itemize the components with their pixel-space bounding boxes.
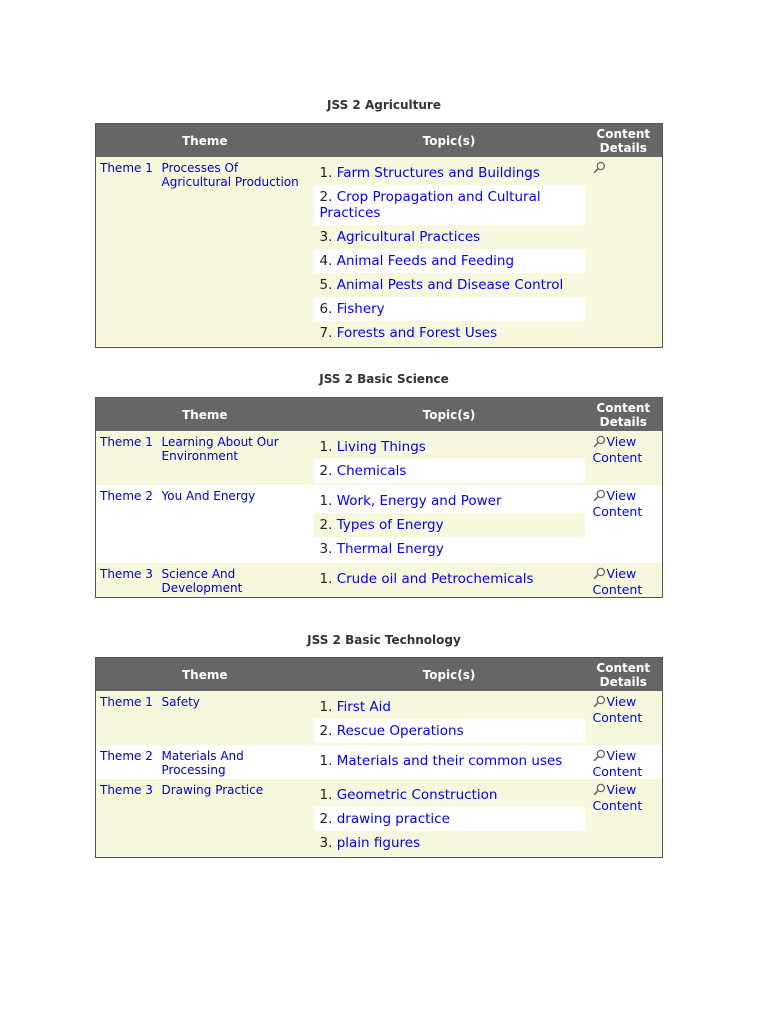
theme-row [96,157,663,348]
topic-number: 1. [319,699,333,715]
topics-cell [314,563,585,598]
topic-item [314,719,585,743]
topic-link[interactable]: First Aid [336,699,391,715]
view-content-label[interactable]: Content [592,582,643,597]
topic-number: 3. [319,229,333,245]
topic-link[interactable]: Geometric Construction [336,787,498,803]
topic-number: 1. [319,493,333,509]
content-details-header-line: Details [599,674,647,689]
theme-number-link[interactable]: Theme 2 [100,749,153,763]
theme-row [96,691,663,745]
topics-cell [314,157,585,348]
view-content-label[interactable]: View [606,434,637,449]
topic-link[interactable]: Crude oil and Petrochemicals [336,571,534,587]
agriculture-table [95,123,663,348]
topic-link[interactable]: Work, Energy and Power [336,493,502,509]
topic-link[interactable]: Animal Feeds and Feeding [336,253,515,269]
view-content-label[interactable]: Content [592,764,643,779]
topic-number: 1. [319,787,333,803]
view-content-label[interactable]: Content [592,504,643,519]
view-content-link[interactable] [585,485,663,563]
topic-number: 1. [319,439,333,455]
topic-item [314,297,585,321]
view-content-label[interactable]: View [606,566,637,581]
theme-row [96,431,663,485]
topic-item [314,489,585,513]
view-content-link[interactable] [585,745,663,779]
content-details-header-line: Content [596,126,651,141]
topic-item [314,537,585,561]
topic-item [314,273,585,297]
content-details-header [585,124,663,158]
theme-number-link[interactable]: Theme 3 [100,783,153,797]
magnifier-icon[interactable] [593,783,606,799]
topic-item [314,749,585,773]
topics-cell [314,431,585,485]
topic-number: 2. [319,723,333,739]
view-content-link[interactable] [585,691,663,745]
topic-link[interactable]: plain figures [336,835,421,851]
topic-link[interactable]: Fishery [336,301,385,317]
topic-link[interactable]: drawing practice [336,811,450,827]
view-content-label[interactable]: View [606,748,637,763]
section-title-agriculture: JSS 2 Agriculture [327,98,441,112]
view-content-label[interactable]: Content [592,798,643,813]
topic-item [314,695,585,719]
topic-item [314,459,585,483]
topic-item [314,225,585,249]
topic-number: 1. [319,165,333,181]
topics-header: Topic(s) [314,124,585,158]
topic-item [314,161,585,185]
view-content-link[interactable] [585,157,663,348]
view-content-link[interactable] [585,779,663,858]
topic-link[interactable]: Crop Propagation and Cultural Practices [319,189,541,221]
theme-name-link[interactable]: Safety [161,695,200,709]
topic-link[interactable]: Agricultural Practices [336,229,481,245]
basic-science-table [95,397,663,598]
topic-item [314,807,585,831]
topic-item [314,513,585,537]
topic-number: 5. [319,277,333,293]
topics-header: Topic(s) [314,658,585,692]
theme-name-link[interactable]: Science And Development [161,567,243,595]
theme-row [96,563,663,598]
topics-cell [314,745,585,779]
magnifier-icon[interactable] [593,749,606,765]
topic-number: 1. [319,571,333,587]
basic-technology-table [95,657,663,858]
topic-link[interactable]: Chemicals [336,463,407,479]
topic-number: 2. [319,189,333,205]
theme-number-link[interactable]: Theme 1 [100,695,153,709]
theme-row [96,485,663,563]
topic-number: 3. [319,835,333,851]
topic-number: 6. [319,301,333,317]
theme-number-link[interactable]: Theme 2 [100,489,153,503]
theme-row [96,779,663,858]
content-details-header-line: Content [596,400,651,415]
view-content-label[interactable]: Content [592,450,643,465]
theme-row [96,745,663,779]
topic-link[interactable]: Types of Energy [336,517,444,533]
topic-number: 2. [319,811,333,827]
theme-name-link[interactable]: Drawing Practice [161,783,264,797]
topic-item [314,185,585,225]
topic-number: 3. [319,541,333,557]
section-title-basic-technology: JSS 2 Basic Technology [307,633,461,647]
magnifier-icon[interactable] [593,567,606,583]
topic-number: 2. [319,463,333,479]
topics-cell [314,485,585,563]
content-details-header-line: Details [599,414,647,429]
magnifier-icon[interactable] [593,489,606,505]
topic-link[interactable]: Thermal Energy [336,541,444,557]
topic-link[interactable]: Farm Structures and Buildings [336,165,540,181]
magnifier-icon[interactable] [593,161,606,177]
topic-link[interactable]: Living Things [336,439,426,455]
theme-number-link[interactable]: Theme 1 [100,161,153,175]
theme-header: Theme [96,658,314,692]
topic-item [314,249,585,273]
view-content-label[interactable]: View [606,488,637,503]
content-details-header [585,398,663,432]
view-content-link[interactable] [585,431,663,485]
content-details-header-line: Content [596,660,651,675]
topic-link[interactable]: Forests and Forest Uses [336,325,498,341]
topics-cell [314,691,585,745]
view-content-link[interactable] [585,563,663,598]
topics-header: Topic(s) [314,398,585,432]
topic-number: 7. [319,325,333,341]
theme-number-link[interactable]: Theme 1 [100,435,153,449]
section-title-basic-science: JSS 2 Basic Science [319,372,449,386]
topic-item [314,435,585,459]
magnifier-icon[interactable] [593,435,606,451]
topic-link[interactable]: Animal Pests and Disease Control [336,277,564,293]
topic-item [314,567,585,591]
view-content-label[interactable]: Content [592,710,643,725]
theme-header: Theme [96,398,314,432]
topic-number: 1. [319,753,333,769]
topics-cell [314,779,585,858]
topic-number: 4. [319,253,333,269]
topic-item [314,831,585,855]
theme-number-link[interactable]: Theme 3 [100,567,153,581]
theme-name-link[interactable]: Processes Of Agricultural Production [161,161,299,189]
content-details-header-line: Details [599,140,647,155]
theme-name-link[interactable]: You And Energy [161,489,256,503]
topic-link[interactable]: Materials and their common uses [336,753,563,769]
view-content-label[interactable]: View [606,694,637,709]
theme-name-link[interactable]: Materials And Processing [161,749,244,777]
topic-number: 2. [319,517,333,533]
topic-link[interactable]: Rescue Operations [336,723,464,739]
view-content-label[interactable]: View [606,782,637,797]
topic-item [314,321,585,345]
topic-item [314,783,585,807]
magnifier-icon[interactable] [593,695,606,711]
content-details-header [585,658,663,692]
theme-header: Theme [96,124,314,158]
theme-name-link[interactable]: Learning About Our Environment [161,435,279,463]
